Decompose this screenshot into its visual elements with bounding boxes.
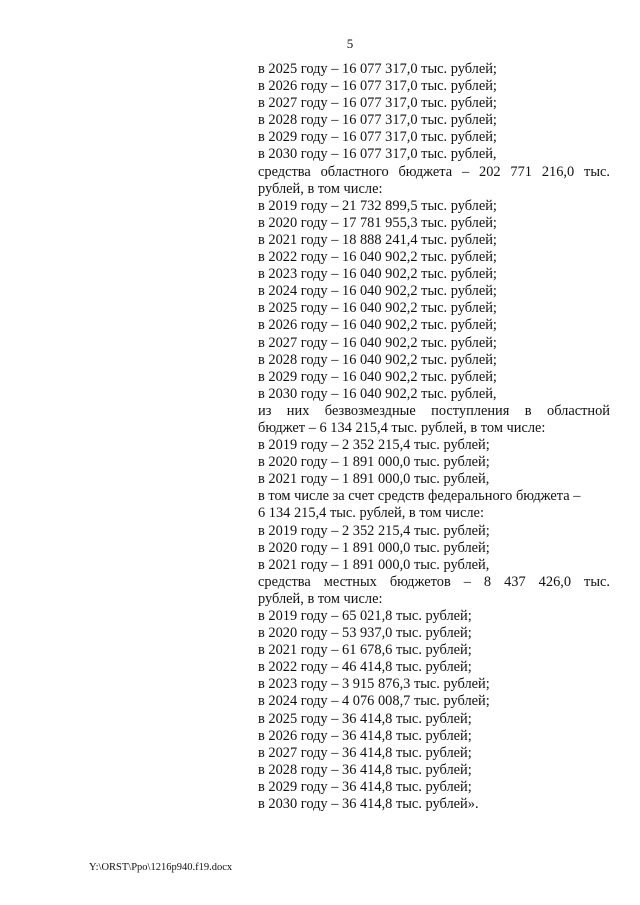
text-line: в 2027 году – 16 040 902,2 тыс. рублей;: [258, 334, 497, 351]
text-line: в 2019 году – 65 021,8 тыс. рублей;: [258, 608, 472, 624]
text-line: 6 134 215,4 тыс. рублей, в том числе:: [258, 505, 484, 522]
text-line: в 2022 году – 46 414,8 тыс. рублей;: [258, 659, 472, 676]
document-body: [258, 61, 610, 813]
text-line: в 2029 году – 16 077 317,0 тыс. рублей;: [258, 129, 497, 146]
text-line: в 2024 году – 16 040 902,2 тыс. рублей;: [258, 283, 497, 300]
text-line: в 2023 году – 3 915 876,3 тыс. рублей;: [258, 676, 490, 693]
text-line: в 2025 году – 16 077 317,0 тыс. рублей;: [258, 61, 497, 77]
text-line: из них безвозмездные поступления в областной: [258, 402, 610, 419]
text-line: в 2029 году – 36 414,8 тыс. рублей;: [258, 778, 472, 795]
text-line: в 2028 году – 16 040 902,2 тыс. рублей;: [258, 351, 497, 368]
text-line: в 2028 году – 16 077 317,0 тыс. рублей;: [258, 112, 497, 129]
text-line: в том числе за счет средств федерального бюджета –: [258, 488, 581, 505]
text-line: в 2024 году – 4 076 008,7 тыс. рублей;: [258, 693, 490, 710]
text-line: в 2027 году – 36 414,8 тыс. рублей;: [258, 744, 472, 761]
text-line: рублей, в том числе:: [258, 590, 383, 607]
text-line: в 2020 году – 53 937,0 тыс. рублей;: [258, 625, 472, 642]
text-line: бюджет – 6 134 215,4 тыс. рублей, в том числе:: [258, 419, 546, 436]
text-line: средства местных бюджетов – 8 437 426,0 тыс.: [258, 573, 610, 590]
text-line: рублей, в том числе:: [258, 180, 383, 197]
text-line: в 2021 году – 1 891 000,0 тыс. рублей,: [258, 556, 490, 573]
text-line: в 2030 году – 16 077 317,0 тыс. рублей,: [258, 146, 497, 163]
text-line: в 2021 году – 18 888 241,4 тыс. рублей;: [258, 231, 497, 248]
text-line: в 2020 году – 1 891 000,0 тыс. рублей;: [258, 539, 490, 556]
text-line: в 2023 году – 16 040 902,2 тыс. рублей;: [258, 266, 497, 283]
text-line: в 2026 году – 36 414,8 тыс. рублей;: [258, 727, 472, 744]
text-line: в 2019 году – 2 352 215,4 тыс. рублей;: [258, 437, 490, 454]
page-number: 5: [346, 36, 354, 51]
text-line: в 2019 году – 2 352 215,4 тыс. рублей;: [258, 522, 490, 539]
text-line: в 2020 году – 1 891 000,0 тыс. рублей;: [258, 454, 490, 471]
file-path-footer: Y:\ORST\Ppo\1216p940.f19.docx: [89, 862, 233, 873]
text-line: в 2021 году – 61 678,6 тыс. рублей;: [258, 642, 472, 659]
text-line: в 2025 году – 36 414,8 тыс. рублей;: [258, 710, 472, 727]
text-line: в 2020 году – 17 781 955,3 тыс. рублей;: [258, 214, 497, 231]
text-line: в 2022 году – 16 040 902,2 тыс. рублей;: [258, 249, 497, 266]
text-line: в 2025 году – 16 040 902,2 тыс. рублей;: [258, 300, 497, 317]
text-line: в 2019 году – 21 732 899,5 тыс. рублей;: [258, 197, 497, 214]
text-line: в 2027 году – 16 077 317,0 тыс. рублей;: [258, 95, 497, 112]
text-line: в 2028 году – 36 414,8 тыс. рублей;: [258, 761, 472, 778]
text-line: в 2029 году – 16 040 902,2 тыс. рублей;: [258, 368, 497, 385]
text-line: в 2026 году – 16 077 317,0 тыс. рублей;: [258, 78, 497, 95]
text-line: средства областного бюджета – 202 771 216,0 тыс.: [258, 163, 610, 180]
text-line: в 2021 году – 1 891 000,0 тыс. рублей,: [258, 471, 490, 488]
text-line: в 2030 году – 36 414,8 тыс. рублей».: [258, 796, 479, 813]
text-line: в 2026 году – 16 040 902,2 тыс. рублей;: [258, 317, 497, 334]
text-line: в 2030 году – 16 040 902,2 тыс. рублей,: [258, 385, 497, 402]
